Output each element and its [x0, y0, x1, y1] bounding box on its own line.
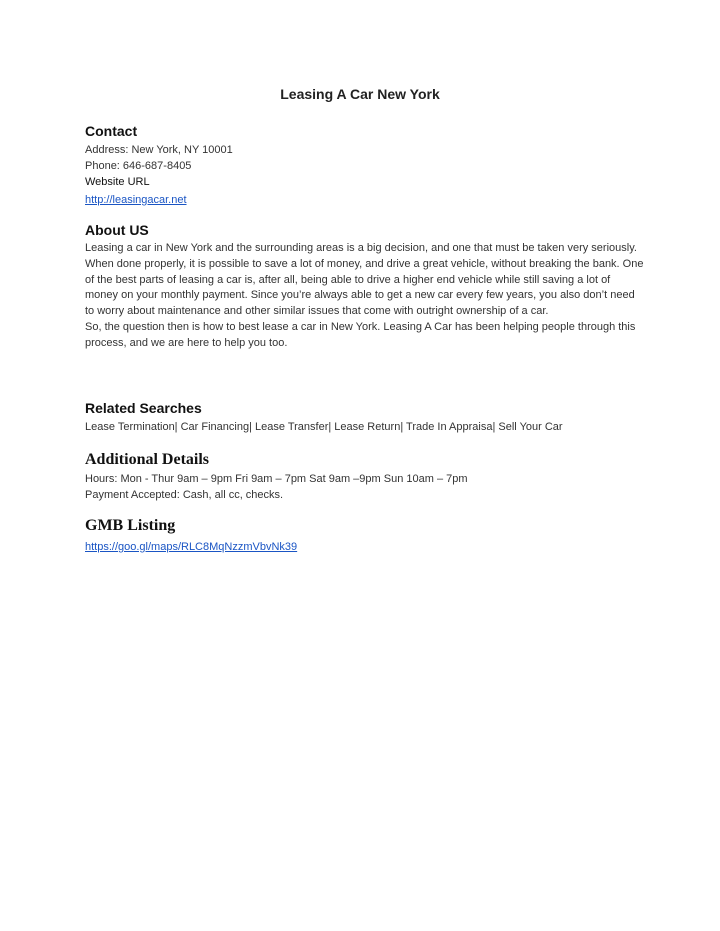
payment-accepted: Payment Accepted: Cash, all cc, checks. [85, 489, 284, 501]
contact-heading: Contact [85, 123, 138, 139]
page-title: Leasing A Car New York [280, 86, 440, 102]
about-paragraph: Leasing a car in New York and the surrounding areas is a big decision, and one that must be taken very seriously. When done properly, it is possible to save a lot of money, and drive a great vehicle, without breaking the bank. One of the best parts of leasing a car is, after all, being able to drive a higher end vehicle while still saving a lot of money on your monthly payment. Since you’re always able to get a new car every few years, you also don’t need to worry about maintenance and other similar issues that come with outright ownership of a car. [85, 242, 644, 318]
contact-phone: Phone: 646-687-8405 [85, 160, 192, 172]
gmb-heading: GMB Listing [85, 517, 176, 534]
about-body [85, 241, 645, 352]
business-hours: Hours: Mon - Thur 9am – 9pm Fri 9am – 7pm Sat 9am –9pm Sun 10am – 7pm [85, 473, 468, 485]
about-section [85, 222, 645, 352]
about-paragraph: So, the question then is how to best lease a car in New York. Leasing A Car has been helping people through this process, and we are here to help you too. [85, 320, 636, 349]
additional-section [85, 451, 645, 503]
additional-heading: Additional Details [85, 451, 210, 468]
contact-address: Address: New York, NY 10001 [85, 144, 233, 156]
about-heading: About US [85, 222, 149, 238]
contact-section [85, 123, 645, 208]
related-searches-list: Lease Termination| Car Financing| Lease Transfer| Lease Return| Trade In Appraisa| Sell Your Car [85, 421, 563, 433]
related-heading: Related Searches [85, 400, 202, 416]
website-label: Website URL [85, 176, 150, 188]
website-link[interactable]: http://leasingacar.net [85, 194, 187, 206]
gmb-link[interactable]: https://goo.gl/maps/RLC8MqNzzmVbvNk39 [85, 541, 298, 553]
gmb-section [85, 517, 645, 555]
related-section [85, 400, 645, 435]
